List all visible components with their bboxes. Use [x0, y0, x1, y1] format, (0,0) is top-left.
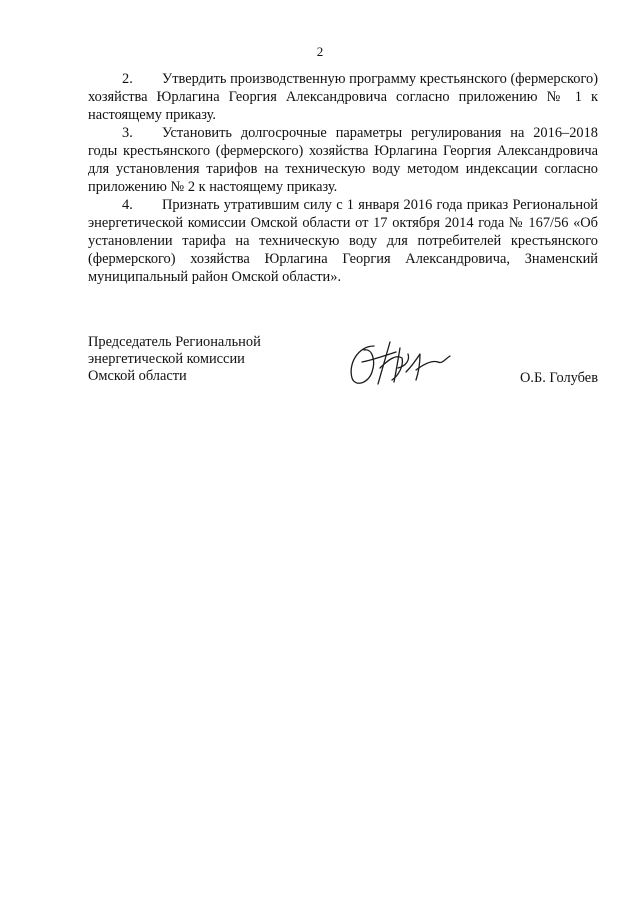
paragraph-number: 4. [122, 197, 133, 213]
paragraph-item-4 [88, 196, 598, 286]
page-number: 2 [316, 44, 324, 59]
paragraph-item-2 [88, 70, 598, 124]
signatory-title [88, 334, 308, 385]
paragraph-item-3 [88, 124, 598, 196]
paragraph-text: Утвердить производственную программу крестьянского (фермерского) хозяйства Юрлагина Георгия Александровича согласно приложению № 1 к настоящему приказу. [88, 71, 598, 123]
paragraph-number: 3. [122, 125, 133, 141]
signatory-title-line: Омской области [88, 368, 187, 384]
signatory-title-line: Председатель Региональной [88, 334, 261, 350]
signature-block [88, 334, 598, 404]
order-body [88, 70, 598, 286]
signatory-name: О.Б. Голубев [519, 370, 598, 386]
paragraph-number: 2. [122, 71, 133, 87]
paragraph-text: Признать утратившим силу с 1 января 2016 года приказ Региональной энергетической комиссии Омской области от 17 октября 2014 года № 167/56 «Об установлении тарифа на техническую воду для потребителей крестьянского (фермерского) хозяйства Юрлагина Георгия Александровича, Знаменский муниципальный район Омской области». [88, 197, 598, 285]
handwritten-signature [344, 338, 454, 390]
signatory-title-line: энергетической комиссии [88, 351, 245, 367]
paragraph-text: Установить долгосрочные параметры регулирования на 2016–2018 годы крестьянского (фермерского) хозяйства Юрлагина Георгия Александровича для установления тарифов на техническую воду методом индексации согласно приложению № 2 к настоящему приказу. [88, 125, 598, 195]
